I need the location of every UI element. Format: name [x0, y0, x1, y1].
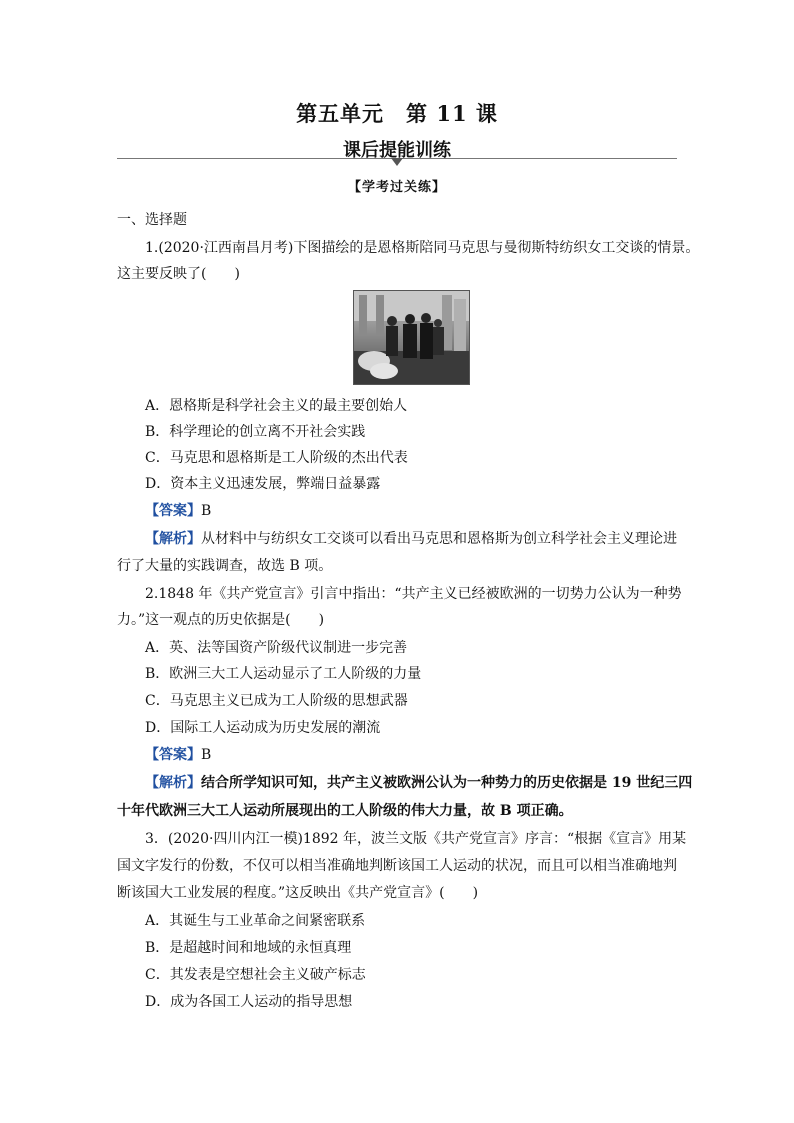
- q1-option-d: D．资本主义迅速发展，弊端日益暴露: [145, 476, 381, 492]
- section-label: 一、选择题: [117, 212, 187, 228]
- page-subtitle: 课后提能训练: [343, 140, 451, 161]
- q3-stem-line3: 断该国大工业发展的程度。”这反映出《共产党宣言》( ): [117, 885, 479, 901]
- illustration-scene-icon: [354, 291, 469, 384]
- q2-answer-tag: 【答案】: [145, 747, 201, 763]
- q2-analysis-line1: [145, 773, 715, 793]
- q3-stem-line1: 3．(2020·四川内江一模)1892 年，波兰文版《共产党宣言》序言：“根据《宣言》用某: [145, 831, 687, 847]
- q3-option-a: A．其诞生与工业革命之间紧密联系: [145, 913, 366, 929]
- q3-option-d: D．成为各国工人运动的指导思想: [145, 994, 353, 1010]
- q2-option-b: B．欧洲三大工人运动显示了工人阶级的力量: [145, 666, 422, 682]
- q1-stem-line2: 这主要反映了( ): [117, 266, 240, 282]
- q2-stem-line1: 2.1848 年《共产党宣言》引言中指出：“共产主义已经被欧洲的一切势力公认为一种势: [145, 586, 682, 602]
- q2-answer: [145, 745, 715, 765]
- q1-analysis-tag: 【解析】: [145, 531, 201, 547]
- section-tag: 【学考过关练】: [347, 180, 446, 195]
- q2-option-d: D．国际工人运动成为历史发展的潮流: [145, 720, 381, 736]
- q1-analysis-line2: 行了大量的实践调查，故选 B 项。: [117, 558, 333, 574]
- q1-answer-value: B: [201, 503, 212, 519]
- q1-analysis-text1: 从材料中与纺织女工交谈可以看出马克思和恩格斯为创立科学社会主义理论进: [201, 531, 677, 547]
- q2-analysis-line2: 十年代欧洲三大工人运动所展现出的工人阶级的伟大力量，故 B 项正确。: [117, 803, 573, 819]
- q2-option-c: C．马克思主义已成为工人阶级的思想武器: [145, 693, 408, 709]
- q1-answer: [145, 501, 715, 521]
- q2-analysis-text1: 结合所学知识可知，共产主义被欧洲公认为一种势力的历史依据是 19 世纪三四: [201, 775, 693, 791]
- q1-illustration: [353, 290, 470, 385]
- divider-marker-icon: [391, 158, 403, 166]
- q2-answer-value: B: [201, 747, 212, 763]
- q1-option-b: B．科学理论的创立离不开社会实践: [145, 424, 366, 440]
- q3-option-c: C．其发表是空想社会主义破产标志: [145, 967, 366, 983]
- q3-option-b: B．是超越时间和地域的永恒真理: [145, 940, 352, 956]
- q3-stem-line2: 国文字发行的份数，不仅可以相当准确地判断该国工人运动的状况，而且可以相当准确地判: [117, 858, 677, 874]
- q1-option-c: C．马克思和恩格斯是工人阶级的杰出代表: [145, 450, 408, 466]
- q1-stem-line1: 1.(2020·江西南昌月考)下图描绘的是恩格斯陪同马克思与曼彻斯特纺织女工交谈的情景。: [145, 240, 700, 256]
- q1-analysis-line1: [145, 529, 715, 549]
- page-title: 第五单元 第 11 课: [296, 101, 498, 126]
- q1-option-a: A．恩格斯是科学社会主义的最主要创始人: [145, 398, 408, 414]
- q2-analysis-tag: 【解析】: [145, 775, 201, 791]
- q1-answer-tag: 【答案】: [145, 503, 201, 519]
- q2-option-a: A．英、法等国资产阶级代议制进一步完善: [145, 640, 408, 656]
- q2-stem-line2: 力。”这一观点的历史依据是( ): [117, 612, 325, 628]
